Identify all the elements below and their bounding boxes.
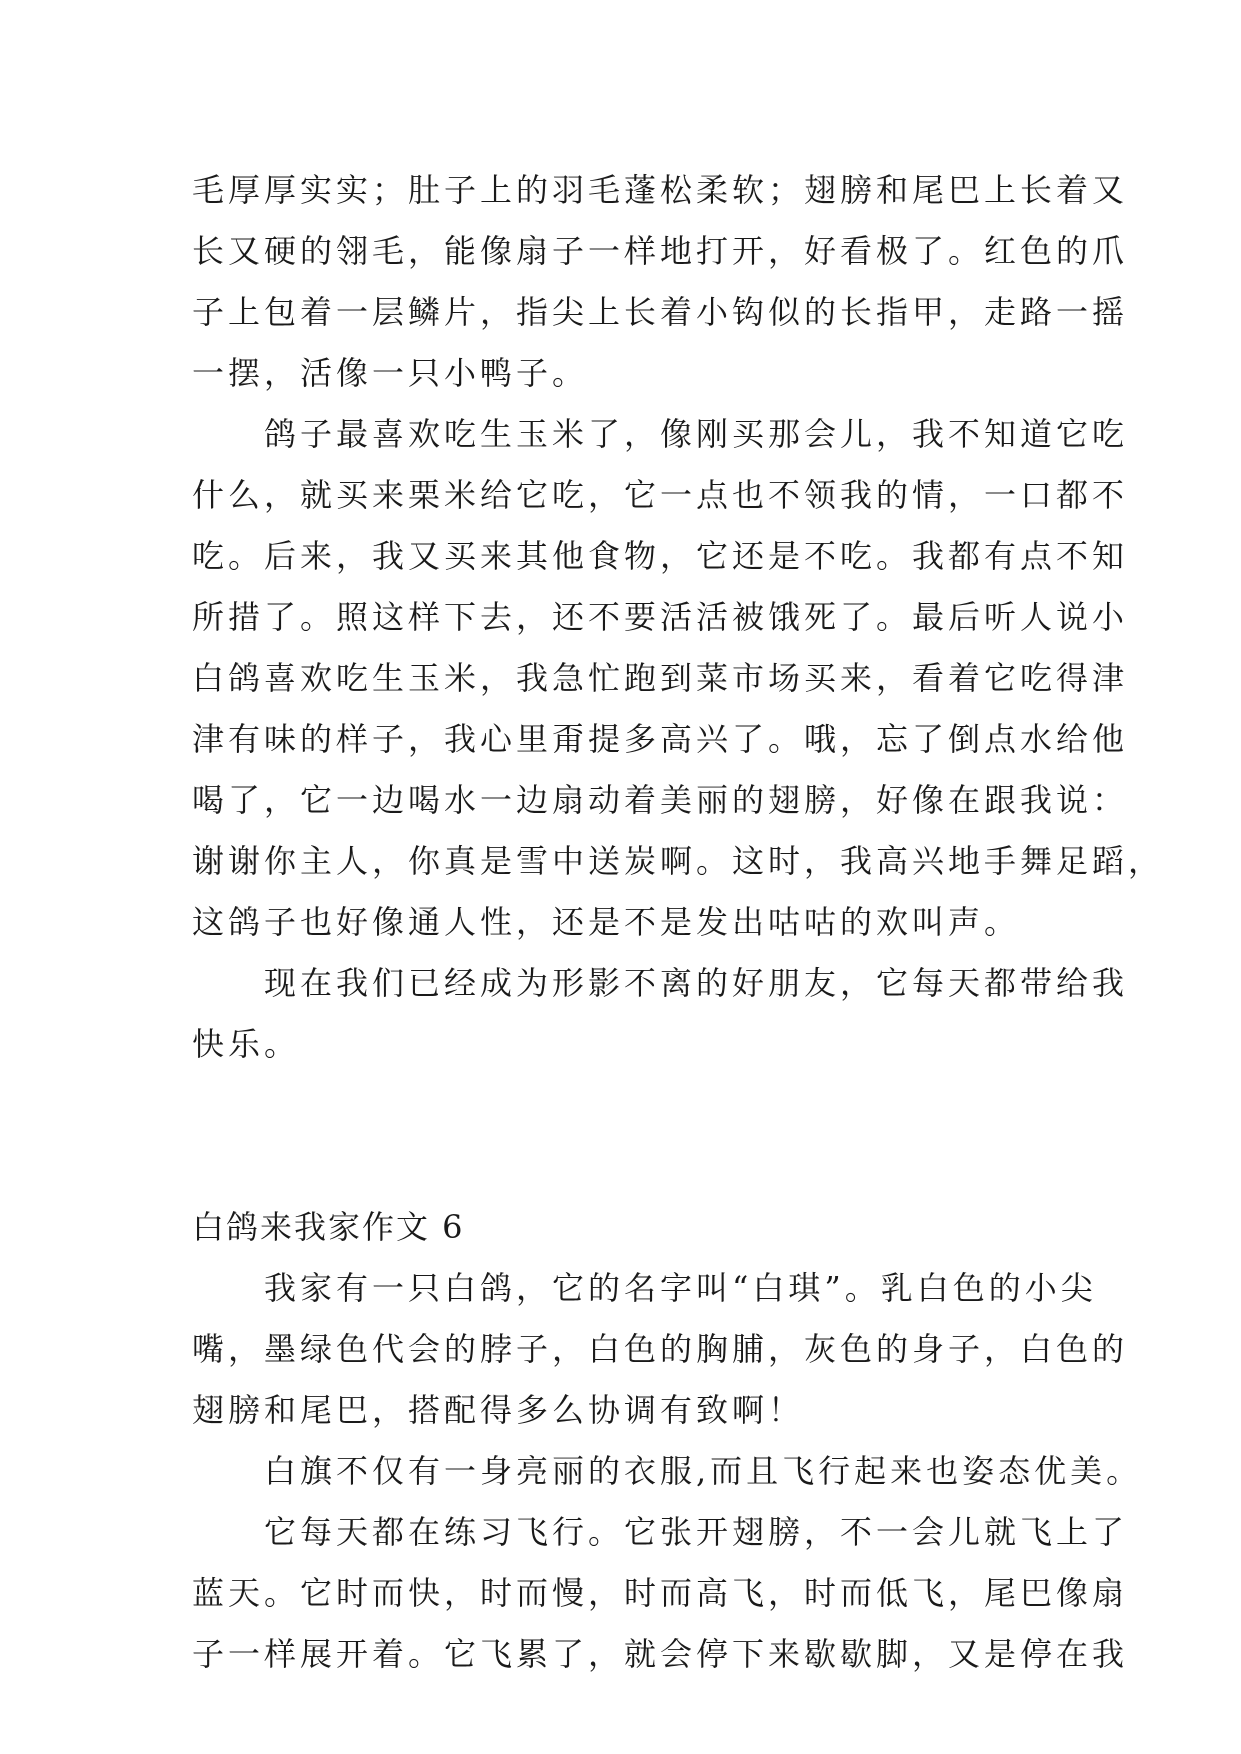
paragraph-line: 蓝天。它时而快，时而慢，时而高飞，时而低飞，尾巴像扇 [192,1574,1129,1612]
paragraph-line: 一摆，活像一只小鸭子。 [192,354,589,392]
paragraph-line: 什么，就买来栗米给它吃，它一点也不领我的情，一口都不 [192,476,1129,514]
paragraph-line: 喝了，它一边喝水一边扇动着美丽的翅膀，好像在跟我说： [192,781,1129,819]
paragraph-line: 所措了。照这样下去，还不要活活被饿死了。最后听人说小 [192,598,1129,636]
section-gap [192,1075,1052,1197]
paragraph-line: 白鸽喜欢吃生玉米，我急忙跑到菜市场买来，看着它吃得津 [192,659,1129,697]
paragraph-line: 子一样展开着。它飞累了，就会停下来歇歇脚，又是停在我 [192,1635,1129,1673]
paragraph-line: 鸽子最喜欢吃生玉米了，像刚买那会儿，我不知道它吃 [264,415,1129,453]
section-heading: 白鸽来我家作文 6 [192,1208,465,1246]
paragraph-line: 它每天都在练习飞行。它张开翅膀，不一会儿就飞上了 [264,1513,1129,1551]
paragraph-line: 白旗不仅有一身亮丽的衣服,而且飞行起来也姿态优美。 [264,1452,1143,1490]
paragraph-line: 现在我们已经成为形影不离的好朋友，它每天都带给我 [264,964,1129,1002]
paragraph-line: 我家有一只白鸽，它的名字叫“白琪”。乳白色的小尖 [264,1269,1097,1307]
paragraph-line: 津有味的样子，我心里甭提多高兴了。哦，忘了倒点水给他 [192,720,1129,758]
paragraph-line: 吃。后来，我又买来其他食物，它还是不吃。我都有点不知 [192,537,1129,575]
paragraph-line: 快乐。 [192,1025,301,1063]
paragraph-line: 长又硬的翎毛，能像扇子一样地打开，好看极了。红色的爪 [192,232,1129,270]
document-body [192,160,1165,1685]
paragraph-line: 谢谢你主人，你真是雪中送炭啊。这时，我高兴地手舞足蹈， [192,842,1165,880]
paragraph-line: 翅膀和尾巴，搭配得多么协调有致啊！ [192,1391,805,1429]
paragraph-line: 嘴，墨绿色代会的脖子，白色的胸脯，灰色的身子，白色的 [192,1330,1129,1368]
paragraph-line: 子上包着一层鳞片，指尖上长着小钩似的长指甲，走路一摇 [192,293,1129,331]
paragraph-line: 这鸽子也好像通人性，还是不是发出咕咕的欢叫声。 [192,903,1021,941]
paragraph-line: 毛厚厚实实；肚子上的羽毛蓬松柔软；翅膀和尾巴上长着又 [192,171,1129,209]
